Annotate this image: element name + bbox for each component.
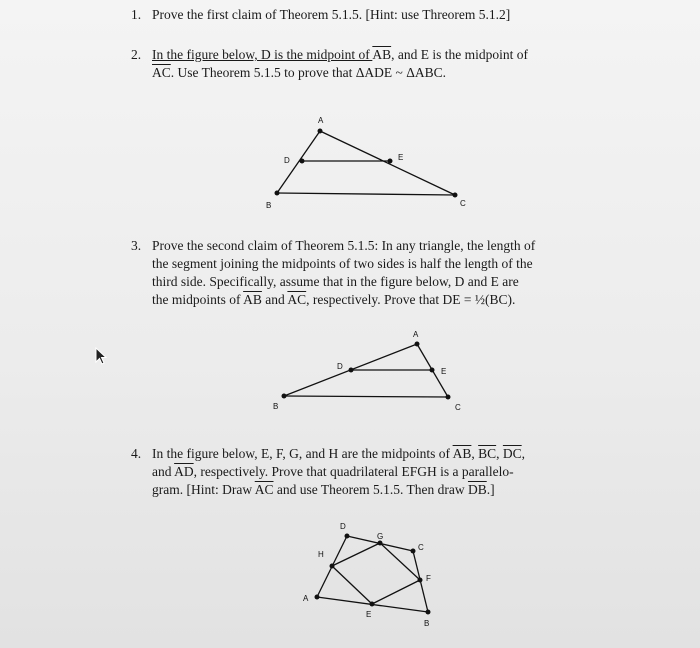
label-e: E: [398, 153, 404, 162]
label-c: C: [455, 403, 461, 412]
label-a: A: [413, 330, 419, 339]
fraction-half: ½: [474, 292, 485, 307]
problem-4-number: 4.: [131, 446, 142, 461]
segment-ab: $\overline{AB}$: [372, 47, 392, 62]
segment-ab: $\overline{AB}$: [243, 292, 262, 307]
point-e: [370, 602, 375, 607]
problem-2-line-2: $\overline{AC}$. Use Theorem 5.1.5 to prove that ΔADE ~ ΔABC.: [152, 65, 447, 80]
label-d: D: [337, 362, 343, 371]
point-d: [345, 534, 350, 539]
segment-dc: $\overline{DC}$: [502, 446, 522, 461]
label-d: D: [284, 156, 290, 165]
label-b: B: [266, 201, 272, 210]
label-c: C: [418, 543, 424, 552]
point-g: [378, 541, 383, 546]
label-h: H: [318, 550, 324, 559]
problem-3-number: 3.: [131, 238, 142, 253]
problem-4-line-1: In the figure below, E, F, G, and H are the midpoints of $\overline{AB}$, $\overline{BC}$, $\overline{DC}$,: [152, 446, 526, 461]
segment-ef: [372, 580, 420, 604]
problem-4-line-2: and $\overline{AD}$, respectively. Prove that quadrilateral EFGH is a parallelo-: [152, 464, 514, 479]
segment-gh: [332, 543, 380, 566]
point-f: [418, 578, 423, 583]
segment-ac: $\overline{AC}$: [254, 482, 274, 497]
segment-ac: $\overline{AC}$: [287, 292, 307, 307]
problem-3-line-2: the segment joining the midpoints of two sides is half the length of the: [152, 256, 533, 271]
problem-1-text: Prove the first claim of Theorem 5.1.5. [Hint: use Threorem 5.1.2]: [152, 7, 511, 22]
point-c: [411, 549, 416, 554]
label-g: G: [377, 532, 384, 541]
label-d: D: [340, 522, 346, 531]
label-a: A: [303, 594, 309, 603]
segment-ad: $\overline{AD}$: [174, 464, 194, 479]
segment-db: $\overline{DB}$: [467, 482, 487, 497]
point-b: [426, 610, 431, 615]
point-a: [315, 595, 320, 600]
segment-he: [332, 566, 372, 604]
problem-3-line-1: Prove the second claim of Theorem 5.1.5: In any triangle, the length of: [152, 238, 536, 253]
problem-2-number: 2.: [131, 47, 142, 62]
label-b: B: [424, 619, 430, 628]
segment-ac: $\overline{AC}$: [152, 65, 171, 80]
point-h: [330, 564, 335, 569]
label-e: E: [441, 367, 447, 376]
label-a: A: [318, 116, 324, 125]
mouse-cursor-icon: [94, 346, 108, 366]
problem-4-line-3: gram. [Hint: Draw $\overline{AC}$ and use Theorem 5.1.5. Then draw $\overline{DB}$.]: [152, 482, 495, 497]
label-c: C: [460, 199, 466, 208]
problem-3-line-4: the midpoints of $\overline{AB}$ and $\overline{AC}$, respectively. Prove that DE = ½(BC).: [152, 292, 516, 307]
label-b: B: [273, 402, 279, 411]
segment-bc: $\overline{BC}$: [478, 446, 497, 461]
problem-3-line-3: third side. Specifically, assume that in the figure below, D and E are: [152, 274, 519, 289]
problem-1-number: 1.: [131, 7, 142, 22]
label-f: F: [426, 574, 431, 583]
segment-ab: $\overline{AB}$: [452, 446, 472, 461]
label-e: E: [366, 610, 372, 619]
problem-2-line-1: In the figure below, D is the midpoint of $\overline{AB}$, and E is the midpoint of: [152, 47, 528, 62]
